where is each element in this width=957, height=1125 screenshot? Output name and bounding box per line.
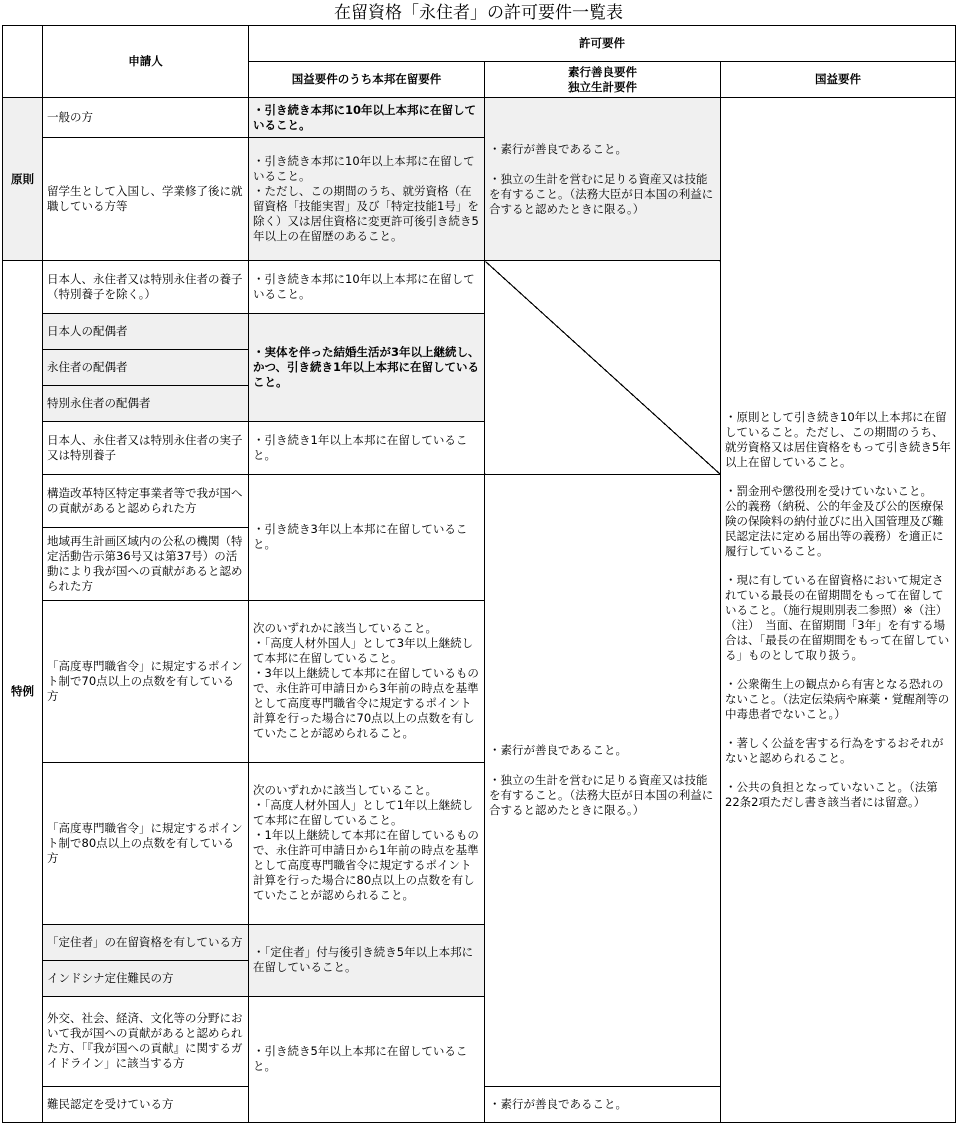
not-applicable-diagonal-cell — [485, 261, 721, 475]
header-residence-requirement: 国益要件のうち本邦在留要件 — [249, 62, 485, 98]
applicant-row: 日本人の配偶者 — [43, 314, 249, 350]
residence-requirement-cell: ・引き続き本邦に10年以上本邦に在留していること。 — [249, 98, 485, 138]
applicant-row: 永住者の配偶者 — [43, 350, 249, 386]
header-conduct-independence: 素行善良要件 独立生計要件 — [485, 62, 721, 98]
applicant-row: 地域再生計画区域内の公私の機関（特定活動告示第36号又は第37号）の活動により我が国への貢献があると認められた方 — [43, 528, 249, 600]
residence-requirement-cell: ・引き続き5年以上本邦に在留していること。 — [249, 996, 485, 1122]
applicant-row: 難民認定を受けている方 — [43, 1086, 249, 1122]
applicant-row: 日本人、永住者又は特別永住者の養子（特別養子を除く。） — [43, 261, 249, 314]
header-national-interest: 国益要件 — [721, 62, 956, 98]
permanent-residence-requirements-table — [2, 25, 956, 1123]
national-interest-item: ・罰金刑や懲役刑を受けていないこと。 公的義務（納税、公的年金及び公的医療保険の保険料の納付並びに出入国管理及び難民認定法に定める届出等の義務）を適正に履行していること。 — [725, 484, 944, 559]
applicant-row: 留学生として入国し、学業修了後に就職している方等 — [43, 138, 249, 261]
category-exception: 特例 — [3, 261, 43, 1123]
national-interest-item: ・著しく公益を害する行為をするおそれがないと認められること。 — [725, 736, 944, 766]
applicant-row: 「高度専門職省令」に規定するポイント制で70点以上の点数を有している方 — [43, 600, 249, 762]
category-principle: 原則 — [3, 98, 43, 261]
conduct-requirement-cell: ・素行が善良であること。 ・独立の生計を営むに足りる資産又は技能を有すること。（法務大臣が日本国の利益に合すると認めたときに限る。） — [485, 475, 721, 1087]
applicant-row: 一般の方 — [43, 98, 249, 138]
conduct-requirement-cell: ・素行が善良であること。 ・独立の生計を営むに足りる資産又は技能を有すること。（法務大臣が日本国の利益に合すると認めたときに限る。） — [485, 98, 721, 261]
header-applicant: 申請人 — [43, 26, 249, 98]
applicant-row: 外交、社会、経済、文化等の分野において我が国への貢献があると認められた方、「『我が国への貢献』に関するガイドライン」に該当する方 — [43, 996, 249, 1086]
applicant-row: インドシナ定住難民の方 — [43, 960, 249, 996]
residence-requirement-cell: ・実体を伴った結婚生活が3年以上継続し、かつ、引き続き1年以上本邦に在留していること。 — [249, 314, 485, 422]
residence-requirement-cell: 次のいずれかに該当していること。 ・「高度人材外国人」として1年以上継続して本邦に在留していること。 ・1年以上継続して本邦に在留しているもので、永住許可申請日から1年前の時点を基準として高度専門職省令に規定するポイント計算を行った場合に80点以上の点数を有していたことが認められること。 — [249, 762, 485, 924]
national-interest-cell — [721, 98, 956, 1123]
residence-requirement-cell: ・引き続き1年以上本邦に在留していること。 — [249, 422, 485, 475]
applicant-row: 特別永住者の配偶者 — [43, 386, 249, 422]
header-permit-requirements: 許可要件 — [249, 26, 956, 62]
residence-requirement-cell: ・引き続き本邦に10年以上本邦に在留していること。 — [249, 261, 485, 314]
national-interest-item: ・現に有している在留資格において規定されている最長の在留期間をもって在留していること。（施行規則別表二参照）※（注） （注） 当面、在留期間「3年」を有する場合は、「最長の在留期間をもって在留している」ものとして取り扱う。 — [725, 573, 950, 663]
applicant-row: 「高度専門職省令」に規定するポイント制で80点以上の点数を有している方 — [43, 762, 249, 924]
header-blank-cell — [3, 26, 43, 98]
applicant-row: 構造改革特区特定事業者等で我が国への貢献があると認められた方 — [43, 475, 249, 528]
national-interest-item: ・原則として引き続き10年以上本邦に在留していること。ただし、この期間のうち、就労資格又は居住資格をもって引き続き5年以上在留していること。 — [725, 410, 951, 470]
residence-requirement-cell: ・引き続き3年以上本邦に在留していること。 — [249, 475, 485, 600]
applicant-row: 日本人、永住者又は特別永住者の実子又は特別養子 — [43, 422, 249, 475]
national-interest-item: ・公共の負担となっていないこと。（法第22条2項ただし書き該当者には留意。） — [725, 780, 938, 810]
page-title: 在留資格「永住者」の許可要件一覧表 — [334, 3, 623, 23]
national-interest-item: ・公衆衛生上の観点から有害となる恐れのないこと。（法定伝染病や麻薬・覚醒剤等の中毒患者でないこと。） — [725, 677, 950, 722]
residence-requirement-cell: ・引き続き本邦に10年以上本邦に在留していること。 ・ただし、この期間のうち、就労資格（在留資格「技能実習」及び「特定技能1号」を除く）又は居住資格に変更許可後引き続き5年以上の在留歴のあること。 — [249, 138, 485, 261]
applicant-row: 「定住者」の在留資格を有している方 — [43, 924, 249, 960]
residence-requirement-cell: 次のいずれかに該当していること。 ・「高度人材外国人」として3年以上継続して本邦に在留していること。 ・3年以上継続して本邦に在留しているもので、永住許可申請日から3年前の時点を基準として高度専門職省令に規定するポイント計算を行った場合に70点以上の点数を有していたことが認められること。 — [249, 600, 485, 762]
residence-requirement-cell: ・「定住者」付与後引き続き5年以上本邦に在留していること。 — [249, 924, 485, 996]
conduct-requirement-cell: ・素行が善良であること。 — [485, 1086, 721, 1122]
